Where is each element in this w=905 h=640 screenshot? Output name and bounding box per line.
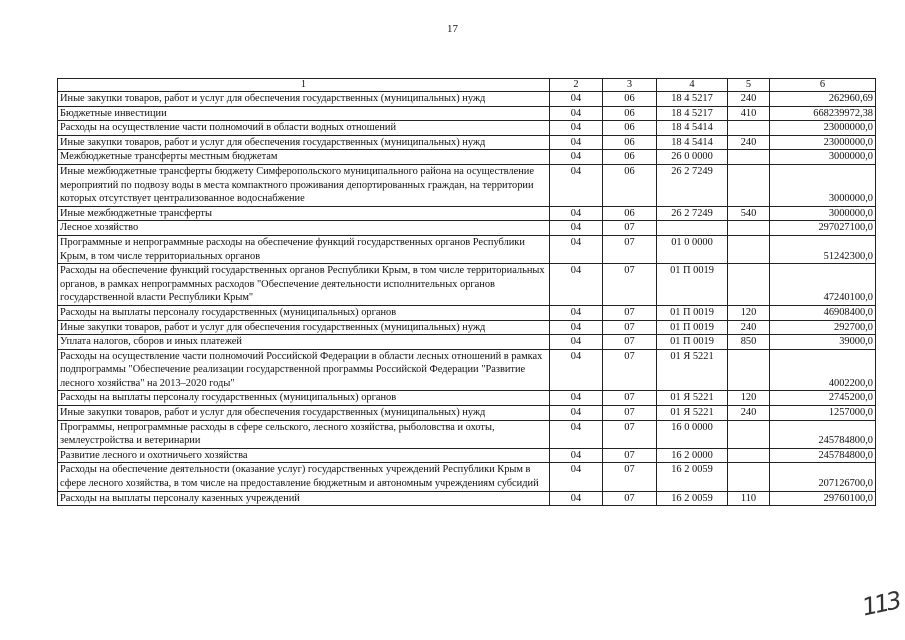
row-subsection: 07 bbox=[603, 420, 657, 448]
row-expense-type bbox=[728, 420, 770, 448]
row-amount: 3000000,0 bbox=[770, 206, 876, 221]
row-subsection: 07 bbox=[603, 320, 657, 335]
row-section: 04 bbox=[550, 164, 603, 206]
row-section: 04 bbox=[550, 221, 603, 236]
budget-table bbox=[57, 78, 876, 506]
table-row bbox=[58, 106, 876, 121]
row-subsection: 06 bbox=[603, 150, 657, 165]
header-col-4: 4 bbox=[657, 79, 728, 92]
header-row bbox=[58, 79, 876, 92]
row-expense-type: 120 bbox=[728, 305, 770, 320]
row-expense-type: 120 bbox=[728, 391, 770, 406]
table-row bbox=[58, 305, 876, 320]
row-target-article: 18 4 5217 bbox=[657, 106, 728, 121]
row-name: Расходы на выплаты персоналу казенных учреждений bbox=[58, 491, 550, 506]
row-section: 04 bbox=[550, 320, 603, 335]
row-subsection: 06 bbox=[603, 92, 657, 107]
row-subsection: 06 bbox=[603, 135, 657, 150]
row-amount: 23000000,0 bbox=[770, 121, 876, 136]
row-expense-type: 240 bbox=[728, 92, 770, 107]
row-subsection: 06 bbox=[603, 121, 657, 136]
table-row bbox=[58, 448, 876, 463]
row-amount: 23000000,0 bbox=[770, 135, 876, 150]
table-row bbox=[58, 121, 876, 136]
header-col-3: 3 bbox=[603, 79, 657, 92]
row-target-article: 26 0 0000 bbox=[657, 150, 728, 165]
row-name: Расходы на выплаты персоналу государственных (муниципальных) органов bbox=[58, 391, 550, 406]
row-amount: 51242300,0 bbox=[770, 235, 876, 263]
row-amount: 1257000,0 bbox=[770, 406, 876, 421]
row-amount: 46908400,0 bbox=[770, 305, 876, 320]
row-subsection: 07 bbox=[603, 448, 657, 463]
row-section: 04 bbox=[550, 106, 603, 121]
row-subsection: 07 bbox=[603, 463, 657, 491]
row-section: 04 bbox=[550, 420, 603, 448]
row-name: Уплата налогов, сборов и иных платежей bbox=[58, 335, 550, 350]
row-amount: 3000000,0 bbox=[770, 164, 876, 206]
row-section: 04 bbox=[550, 150, 603, 165]
row-expense-type bbox=[728, 235, 770, 263]
row-expense-type bbox=[728, 221, 770, 236]
header-col-6: 6 bbox=[770, 79, 876, 92]
row-target-article: 18 4 5414 bbox=[657, 135, 728, 150]
row-name: Иные закупки товаров, работ и услуг для обеспечения государственных (муниципальных) нужд bbox=[58, 320, 550, 335]
row-name: Иные закупки товаров, работ и услуг для обеспечения государственных (муниципальных) нужд bbox=[58, 135, 550, 150]
row-name: Расходы на обеспечение деятельности (оказание услуг) государственных учреждений Республики Крым в сфере лесного хозяйства, в том числе на предоставление бюджетным и автономным учреждениям субсидий bbox=[58, 463, 550, 491]
table-row bbox=[58, 420, 876, 448]
row-name: Программы, непрограммные расходы в сфере сельского, лесного хозяйства, рыболовства и охоты, землеустройства и ветеринарии bbox=[58, 420, 550, 448]
row-target-article: 01 П 0019 bbox=[657, 264, 728, 306]
table-row bbox=[58, 391, 876, 406]
row-expense-type: 240 bbox=[728, 406, 770, 421]
row-target-article: 18 4 5217 bbox=[657, 92, 728, 107]
table-row bbox=[58, 150, 876, 165]
row-amount: 4002200,0 bbox=[770, 349, 876, 391]
table-row bbox=[58, 92, 876, 107]
row-expense-type: 110 bbox=[728, 491, 770, 506]
header-col-1: 1 bbox=[58, 79, 550, 92]
row-expense-type: 240 bbox=[728, 320, 770, 335]
row-subsection: 06 bbox=[603, 164, 657, 206]
row-name: Программные и непрограммные расходы на обеспечение функций государственных органов Республики Крым, в том числе территориальных органов bbox=[58, 235, 550, 263]
row-subsection: 07 bbox=[603, 335, 657, 350]
row-amount: 262960,69 bbox=[770, 92, 876, 107]
row-name: Лесное хозяйство bbox=[58, 221, 550, 236]
row-amount: 292700,0 bbox=[770, 320, 876, 335]
row-expense-type bbox=[728, 164, 770, 206]
row-amount: 668239972,38 bbox=[770, 106, 876, 121]
row-amount: 47240100,0 bbox=[770, 264, 876, 306]
table-row bbox=[58, 221, 876, 236]
row-name: Расходы на выплаты персоналу государственных (муниципальных) органов bbox=[58, 305, 550, 320]
row-expense-type: 850 bbox=[728, 335, 770, 350]
row-name: Расходы на обеспечение функций государственных органов Республики Крым, в том числе территориальных органов, в рамках непрограммных расходов "Обеспечение деятельности исполнительных органов государственной власти Республики Крым" bbox=[58, 264, 550, 306]
row-subsection: 06 bbox=[603, 106, 657, 121]
row-subsection: 07 bbox=[603, 305, 657, 320]
row-subsection: 07 bbox=[603, 349, 657, 391]
row-section: 04 bbox=[550, 406, 603, 421]
row-amount: 245784800,0 bbox=[770, 448, 876, 463]
row-section: 04 bbox=[550, 121, 603, 136]
row-name: Бюджетные инвестиции bbox=[58, 106, 550, 121]
table-row bbox=[58, 235, 876, 263]
row-name: Межбюджетные трансферты местным бюджетам bbox=[58, 150, 550, 165]
row-subsection: 07 bbox=[603, 391, 657, 406]
row-target-article: 01 П 0019 bbox=[657, 335, 728, 350]
row-name: Иные закупки товаров, работ и услуг для обеспечения государственных (муниципальных) нужд bbox=[58, 92, 550, 107]
row-name: Расходы на осуществление части полномочий в области водных отношений bbox=[58, 121, 550, 136]
header-col-5: 5 bbox=[728, 79, 770, 92]
row-amount: 29760100,0 bbox=[770, 491, 876, 506]
header-col-2: 2 bbox=[550, 79, 603, 92]
row-target-article: 16 2 0059 bbox=[657, 463, 728, 491]
row-amount: 39000,0 bbox=[770, 335, 876, 350]
row-section: 04 bbox=[550, 491, 603, 506]
row-target-article: 01 Я 5221 bbox=[657, 349, 728, 391]
page-number: 17 bbox=[447, 23, 458, 35]
row-expense-type bbox=[728, 264, 770, 306]
row-amount: 245784800,0 bbox=[770, 420, 876, 448]
budget-table-body bbox=[58, 79, 876, 506]
row-name: Иные закупки товаров, работ и услуг для обеспечения государственных (муниципальных) нужд bbox=[58, 406, 550, 421]
row-subsection: 06 bbox=[603, 206, 657, 221]
row-subsection: 07 bbox=[603, 406, 657, 421]
table-row bbox=[58, 164, 876, 206]
row-subsection: 07 bbox=[603, 221, 657, 236]
table-row bbox=[58, 463, 876, 491]
row-subsection: 07 bbox=[603, 264, 657, 306]
row-amount: 207126700,0 bbox=[770, 463, 876, 491]
row-subsection: 07 bbox=[603, 235, 657, 263]
row-target-article: 01 0 0000 bbox=[657, 235, 728, 263]
row-section: 04 bbox=[550, 206, 603, 221]
row-expense-type: 410 bbox=[728, 106, 770, 121]
table-row bbox=[58, 349, 876, 391]
row-expense-type bbox=[728, 349, 770, 391]
row-expense-type bbox=[728, 150, 770, 165]
row-target-article: 01 Я 5221 bbox=[657, 406, 728, 421]
row-section: 04 bbox=[550, 391, 603, 406]
row-expense-type: 540 bbox=[728, 206, 770, 221]
row-amount: 3000000,0 bbox=[770, 150, 876, 165]
row-section: 04 bbox=[550, 463, 603, 491]
row-name: Развитие лесного и охотничьего хозяйства bbox=[58, 448, 550, 463]
row-target-article: 01 Я 5221 bbox=[657, 391, 728, 406]
row-subsection: 07 bbox=[603, 491, 657, 506]
row-target-article: 16 2 0059 bbox=[657, 491, 728, 506]
table-row bbox=[58, 206, 876, 221]
row-section: 04 bbox=[550, 264, 603, 306]
table-row bbox=[58, 491, 876, 506]
table-row bbox=[58, 406, 876, 421]
handwritten-page-mark: 113 bbox=[859, 586, 902, 622]
row-target-article bbox=[657, 221, 728, 236]
row-target-article: 01 П 0019 bbox=[657, 320, 728, 335]
row-section: 04 bbox=[550, 92, 603, 107]
row-expense-type bbox=[728, 448, 770, 463]
row-section: 04 bbox=[550, 349, 603, 391]
row-name: Расходы на осуществление части полномочий Российской Федерации в области лесных отношений в рамках подпрограммы "Обеспечение реализации государственной программы Российской Федерации "Развитие лесного хозяйства" на 2013–2020 годы" bbox=[58, 349, 550, 391]
row-expense-type bbox=[728, 121, 770, 136]
row-expense-type: 240 bbox=[728, 135, 770, 150]
table-row bbox=[58, 135, 876, 150]
row-target-article: 01 П 0019 bbox=[657, 305, 728, 320]
row-expense-type bbox=[728, 463, 770, 491]
row-name: Иные межбюджетные трансферты bbox=[58, 206, 550, 221]
row-target-article: 16 2 0000 bbox=[657, 448, 728, 463]
row-target-article: 18 4 5414 bbox=[657, 121, 728, 136]
row-section: 04 bbox=[550, 448, 603, 463]
row-amount: 2745200,0 bbox=[770, 391, 876, 406]
table-row bbox=[58, 320, 876, 335]
row-section: 04 bbox=[550, 335, 603, 350]
table-row bbox=[58, 335, 876, 350]
row-target-article: 16 0 0000 bbox=[657, 420, 728, 448]
row-section: 04 bbox=[550, 235, 603, 263]
row-amount: 297027100,0 bbox=[770, 221, 876, 236]
row-target-article: 26 2 7249 bbox=[657, 164, 728, 206]
row-target-article: 26 2 7249 bbox=[657, 206, 728, 221]
row-section: 04 bbox=[550, 305, 603, 320]
table-row bbox=[58, 264, 876, 306]
row-name: Иные межбюджетные трансферты бюджету Симферопольского муниципального района на осуществление мероприятий по подвозу воды в места компактного проживания депортированных граждан, на территории которых отсутствует централизованное водоснабжение bbox=[58, 164, 550, 206]
row-section: 04 bbox=[550, 135, 603, 150]
